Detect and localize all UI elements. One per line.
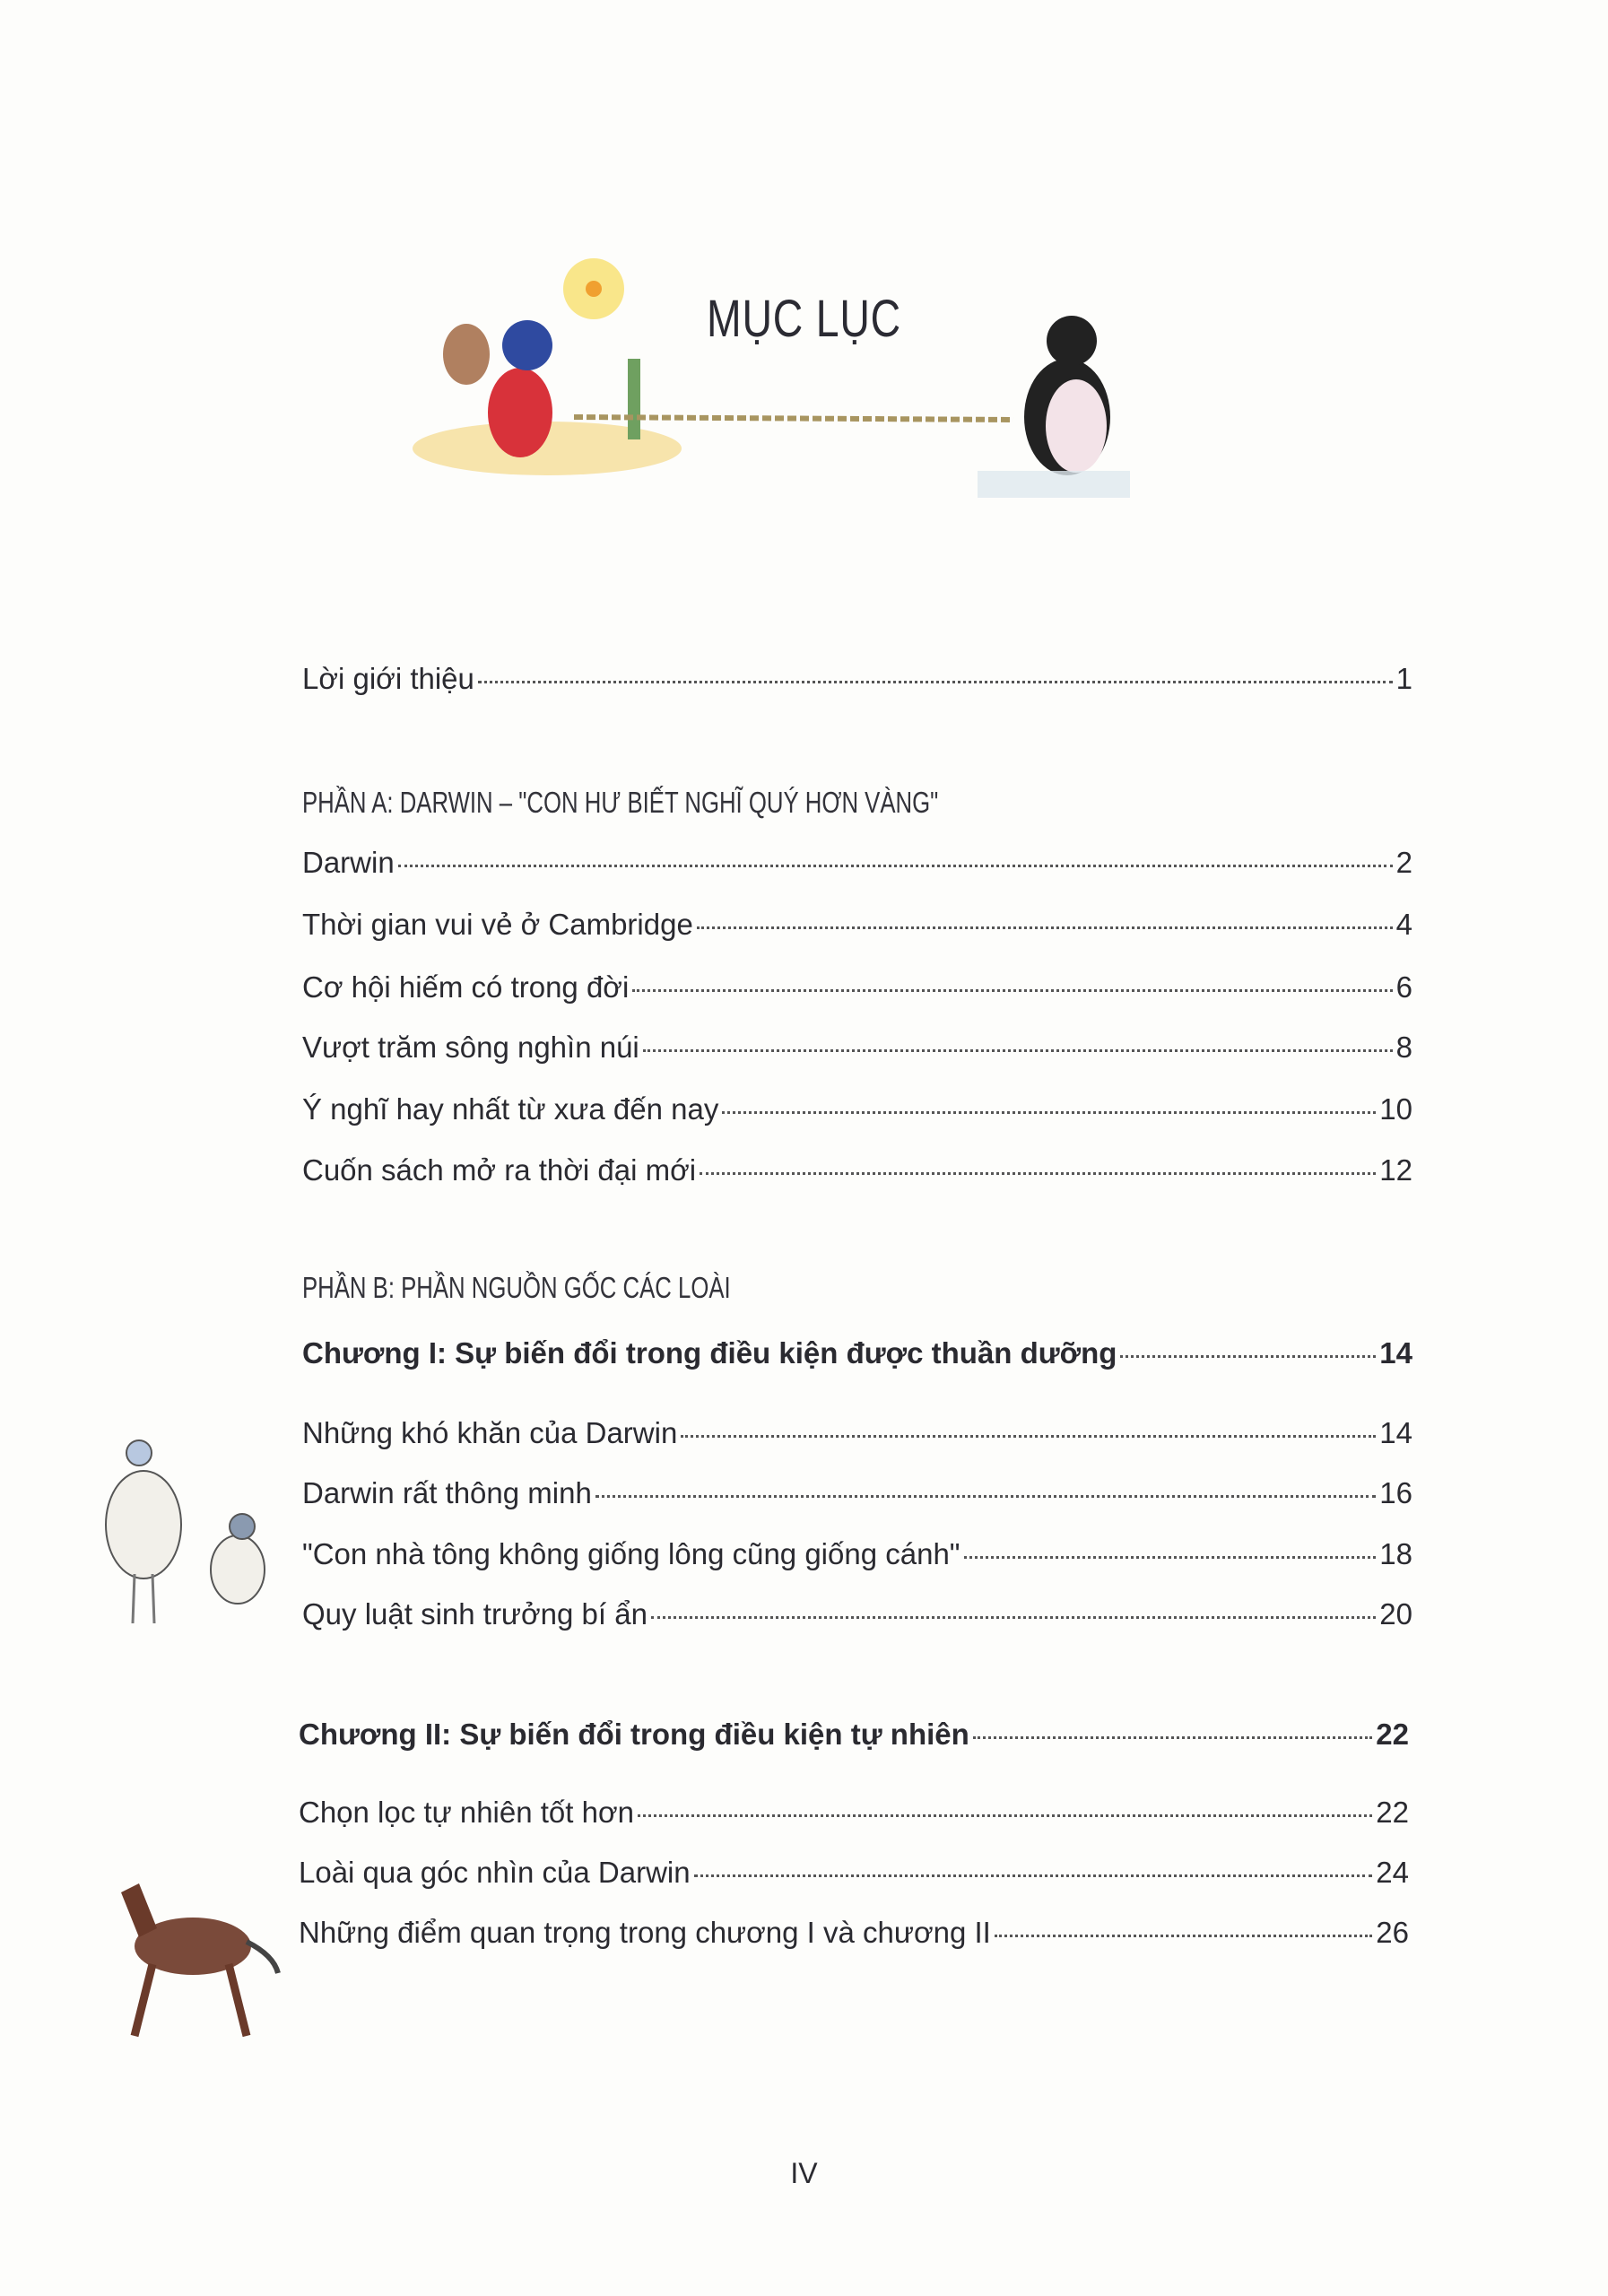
dot-leader [697,926,1393,929]
entry-page: 14 [1379,1336,1412,1370]
entry-page: 22 [1376,1718,1409,1751]
entry-page: 18 [1379,1537,1412,1570]
entry-page: 6 [1395,970,1412,1004]
dot-leader [995,1935,1372,1937]
toc-entry[interactable] [302,1153,1412,1187]
entry-label: "Con nhà tông không giống lông cũng giống cánh" [302,1537,960,1570]
entry-label: Darwin [302,846,395,879]
entry-label: Quy luật sinh trưởng bí ẩn [302,1597,648,1631]
entry-page: 14 [1379,1416,1412,1449]
toc-entry[interactable] [299,1916,1409,1950]
dot-leader [681,1435,1376,1438]
entry-label: Những khó khăn của Darwin [302,1416,678,1449]
entry-page: 4 [1395,908,1412,941]
entry-label: Những điểm quan trọng trong chương I và chương II [299,1916,991,1949]
birds-illustration [90,1426,287,1641]
entry-page: 20 [1379,1597,1412,1631]
dot-leader [398,865,1393,867]
toc-entry[interactable] [302,1597,1412,1631]
dot-leader [632,989,1392,992]
toc-entry[interactable] [302,970,1412,1004]
entry-label: Cuốn sách mở ra thời đại mới [302,1153,697,1187]
dot-leader [651,1616,1376,1619]
entry-label: Darwin rất thông minh [302,1476,592,1509]
entry-label: Vượt trăm sông nghìn núi [302,1031,639,1064]
part-b-heading: PHẦN B: PHẦN NGUỒN GỐC CÁC LOÀI [302,1271,731,1304]
dot-leader [595,1495,1376,1498]
entry-page: 2 [1395,846,1412,879]
part-a-heading: PHẦN A: DARWIN – "CON HƯ BIẾT NGHĨ QUÝ HƠN VÀNG" [302,786,939,819]
dot-leader [478,681,1393,683]
toc-entry[interactable] [299,1796,1409,1830]
toc-chapter-1[interactable] [302,1336,1412,1370]
horse-illustration [94,1857,291,2054]
toc-entry[interactable] [302,1031,1412,1065]
dot-leader [643,1049,1393,1052]
page-number: IV [790,2157,818,2189]
parrot-icon [488,368,552,457]
dot-leader [694,1874,1373,1877]
dot-leader [700,1172,1376,1175]
dot-leader [638,1814,1372,1817]
entry-page: 12 [1379,1153,1412,1187]
header-illustration [0,0,1608,538]
toc-chapter-2[interactable] [299,1718,1409,1752]
entry-label: Ý nghĩ hay nhất từ xưa đến nay [302,1092,719,1126]
entry-label: Cơ hội hiếm có trong đời [302,970,630,1004]
toc-entry[interactable] [302,1537,1412,1571]
entry-page: 10 [1379,1092,1412,1126]
toc-entry-intro[interactable] [302,662,1412,696]
entry-page: 24 [1376,1856,1409,1889]
entry-label: Chương I: Sự biến đổi trong điều kiện được thuần dưỡng [302,1336,1117,1370]
dot-leader [1120,1355,1376,1358]
dot-leader [973,1736,1372,1739]
page-title: MỤC LỤC [707,290,901,348]
toc-entry[interactable] [302,908,1412,942]
toc-entry[interactable] [302,1092,1412,1126]
entry-label: Chương II: Sự biến đổi trong điều kiện tự nhiên [299,1718,969,1751]
entry-page: 22 [1376,1796,1409,1829]
dot-leader [722,1111,1376,1114]
entry-label: Loài qua góc nhìn của Darwin [299,1856,691,1889]
toc-entry[interactable] [302,1416,1412,1450]
entry-page: 16 [1379,1476,1412,1509]
entry-page: 8 [1395,1031,1412,1064]
toc-entry[interactable] [302,1476,1412,1510]
entry-page: 26 [1376,1916,1409,1949]
toc-entry[interactable] [302,846,1412,880]
entry-label: Thời gian vui vẻ ở Cambridge [302,908,693,941]
entry-page: 1 [1395,662,1412,695]
entry-label: Chọn lọc tự nhiên tốt hơn [299,1796,634,1829]
toc-entry[interactable] [299,1856,1409,1890]
entry-label: Lời giới thiệu [302,662,474,695]
dot-leader [964,1556,1377,1559]
